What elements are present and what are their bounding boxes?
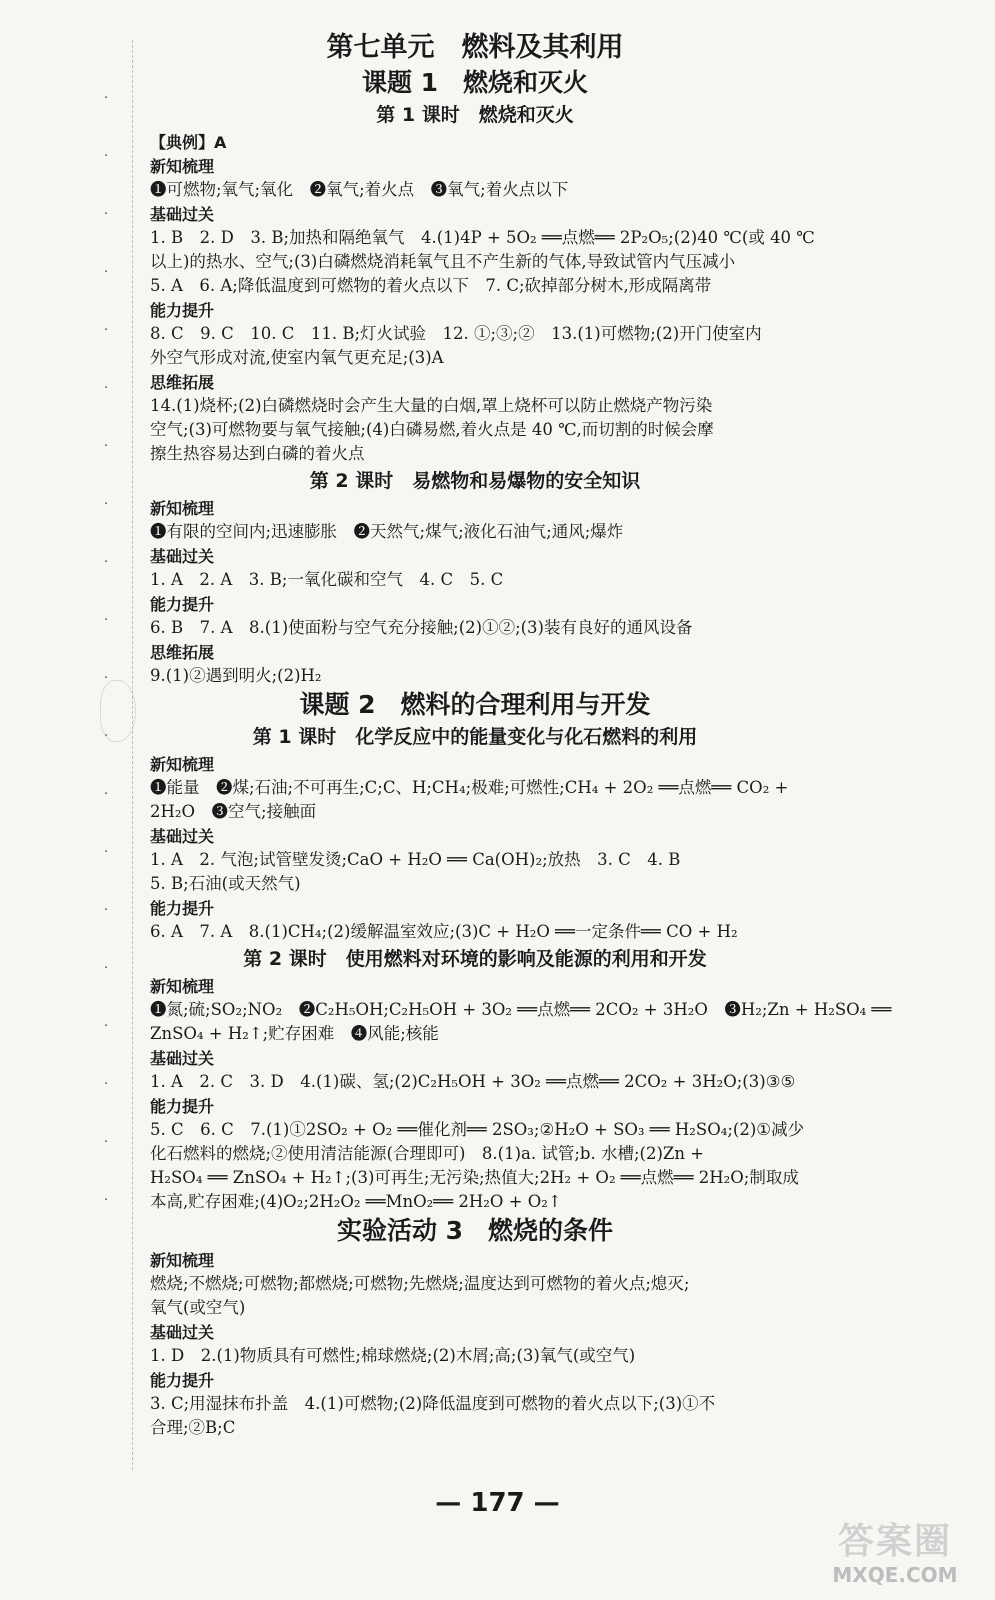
answer-line: 化石燃料的燃烧;②使用清洁能源(合理即可) 8.(1)a. 试管;b. 水槽;(2)Zn + [150,1144,705,1163]
unit-title: 第七单元 燃料及其利用 [326,32,624,63]
section-heading: 新知梳理 [150,977,215,996]
topic-title: 课题 1 燃烧和灭火 [361,68,589,97]
section-heading: 能力提升 [150,899,215,918]
binding-margin-line [132,40,133,1470]
answer-line: 9.(1)②遇到明火;(2)H₂ [150,666,322,685]
lesson-body [150,754,800,944]
lesson-body [150,976,892,1214]
answer-content [150,30,892,1440]
lesson-title: 第 1 课时 化学反应中的能量变化与化石燃料的利用 [252,726,698,748]
answer-line: 6. A 7. A 8.(1)CH₄;(2)缓解温室效应;(3)C + H₂O ══一定条件══ CO + H₂ [150,922,738,941]
answer-line: 外空气形成对流,使室内氧气更充足;(3)A [150,348,444,367]
section-heading: 能力提升 [150,301,215,320]
section-heading: 基础过关 [150,827,215,846]
answer-line: 合理;②B;C [150,1418,236,1437]
answer-line: 燃烧;不燃烧;可燃物;都燃烧;可燃物;先燃烧;温度达到可燃物的着火点;熄灭; [150,1274,690,1293]
answer-line: ZnSO₄ + H₂↑;贮存困难 ❹风能;核能 [150,1024,439,1043]
topic-title: 课题 2 燃料的合理利用与开发 [299,690,651,719]
section-heading: 能力提升 [150,1371,215,1390]
section-heading: 基础过关 [150,547,215,566]
answer-line: 14.(1)烧杯;(2)白磷燃烧时会产生大量的白烟,罩上烧杯可以防止燃烧产物污染 [150,396,713,415]
answer-line: 3. C;用湿抹布扑盖 4.(1)可燃物;(2)降低温度到可燃物的着火点以下;(3)①不 [150,1394,716,1413]
answer-line: 2H₂O ❸空气;接触面 [150,802,317,821]
section-heading: 【典例】A [150,133,227,152]
answer-line: 1. A 2. A 3. B;一氧化碳和空气 4. C 5. C [150,570,504,589]
answer-line: 1. B 2. D 3. B;加热和隔绝氧气 4.(1)4P + 5O₂ ══点燃══ 2P₂O₅;(2)40 ℃(或 40 ℃ [150,228,815,247]
answer-line: 本高,贮存困难;(4)O₂;2H₂O₂ ══MnO₂══ 2H₂O + O₂↑ [150,1192,562,1211]
section-heading: 基础过关 [150,205,215,224]
answer-line: 5. B;石油(或天然气) [150,874,301,893]
activity-title: 实验活动 3 燃烧的条件 [336,1216,614,1245]
section-heading: 基础过关 [150,1323,215,1342]
activity-body [150,1250,800,1440]
page-number: — 177 — [435,1488,560,1518]
answer-line: ❶可燃物;氧气;氧化 ❷氧气;着火点 ❸氧气;着火点以下 [150,180,569,199]
lesson-title: 第 2 课时 易燃物和易爆物的安全知识 [309,470,641,492]
watermark [800,1520,990,1595]
binding-margin-marks: · · · · · · · · · · · · · · · · · · · · [104,91,109,1208]
answer-line: 1. D 2.(1)物质具有可燃性;棉球燃烧;(2)木屑;高;(3)氧气(或空气) [150,1346,636,1365]
lesson-title: 第 2 课时 使用燃料对环境的影响及能源的利用和开发 [243,948,707,970]
answer-line: 空气;(3)可燃物要与氧气接触;(4)白磷易燃,着火点是 40 ℃,而切割的时候会摩 [150,420,714,439]
answer-line: 以上)的热水、空气;(3)白磷燃烧消耗氧气且不产生新的气体,导致试管内气压减小 [150,252,736,271]
section-heading: 新知梳理 [150,1251,215,1270]
margin-stamp [100,680,136,742]
answer-line: 5. A 6. A;降低温度到可燃物的着火点以下 7. C;砍掉部分树木,形成隔离带 [150,276,712,295]
section-heading: 思维拓展 [150,643,215,662]
answer-line: 8. C 9. C 10. C 11. B;灯火试验 12. ①;③;② 13.(1)可燃物;(2)开门使室内 [150,324,762,343]
lesson-body [150,498,800,688]
watermark-logo: 答案圈 [837,1521,952,1562]
section-heading: 新知梳理 [150,755,215,774]
answer-line: 1. A 2. 气泡;试管壁发烫;CaO + H₂O ══ Ca(OH)₂;放热 3. C 4. B [150,850,681,869]
answer-line: ❶能量 ❷煤;石油;不可再生;C;C、H;CH₄;极难;可燃性;CH₄ + 2O₂ ══点燃══ CO₂ + [150,778,789,797]
section-heading: 新知梳理 [150,157,215,176]
answer-line: 1. A 2. C 3. D 4.(1)碳、氢;(2)C₂H₅OH + 3O₂ ══点燃══ 2CO₂ + 3H₂O;(3)③⑤ [150,1072,796,1091]
section-heading: 思维拓展 [150,373,215,392]
lesson-body [150,132,815,466]
answer-line: 5. C 6. C 7.(1)①2SO₂ + O₂ ══催化剂══ 2SO₃;②H₂O + SO₃ ══ H₂SO₄;(2)①减少 [150,1120,805,1139]
answer-line: ❶氮;硫;SO₂;NO₂ ❷C₂H₅OH;C₂H₅OH + 3O₂ ══点燃══ 2CO₂ + 3H₂O ❸H₂;Zn + H₂SO₄ ══ [150,1000,892,1019]
lesson-title: 第 1 课时 燃烧和灭火 [376,104,574,126]
watermark-url: MXQE.COM [832,1563,958,1587]
answer-line: 氧气(或空气) [150,1298,246,1317]
answer-line: ❶有限的空间内;迅速膨胀 ❷天然气;煤气;液化石油气;通风;爆炸 [150,522,624,541]
section-heading: 基础过关 [150,1049,215,1068]
section-heading: 新知梳理 [150,499,215,518]
answer-line: 6. B 7. A 8.(1)使面粉与空气充分接触;(2)①②;(3)装有良好的通风设备 [150,618,693,637]
section-heading: 能力提升 [150,595,215,614]
answer-line: 擦生热容易达到白磷的着火点 [150,444,365,463]
section-heading: 能力提升 [150,1097,215,1116]
answer-line: H₂SO₄ ══ ZnSO₄ + H₂↑;(3)可再生;无污染;热值大;2H₂ + O₂ ══点燃══ 2H₂O;制取成 [150,1168,799,1187]
